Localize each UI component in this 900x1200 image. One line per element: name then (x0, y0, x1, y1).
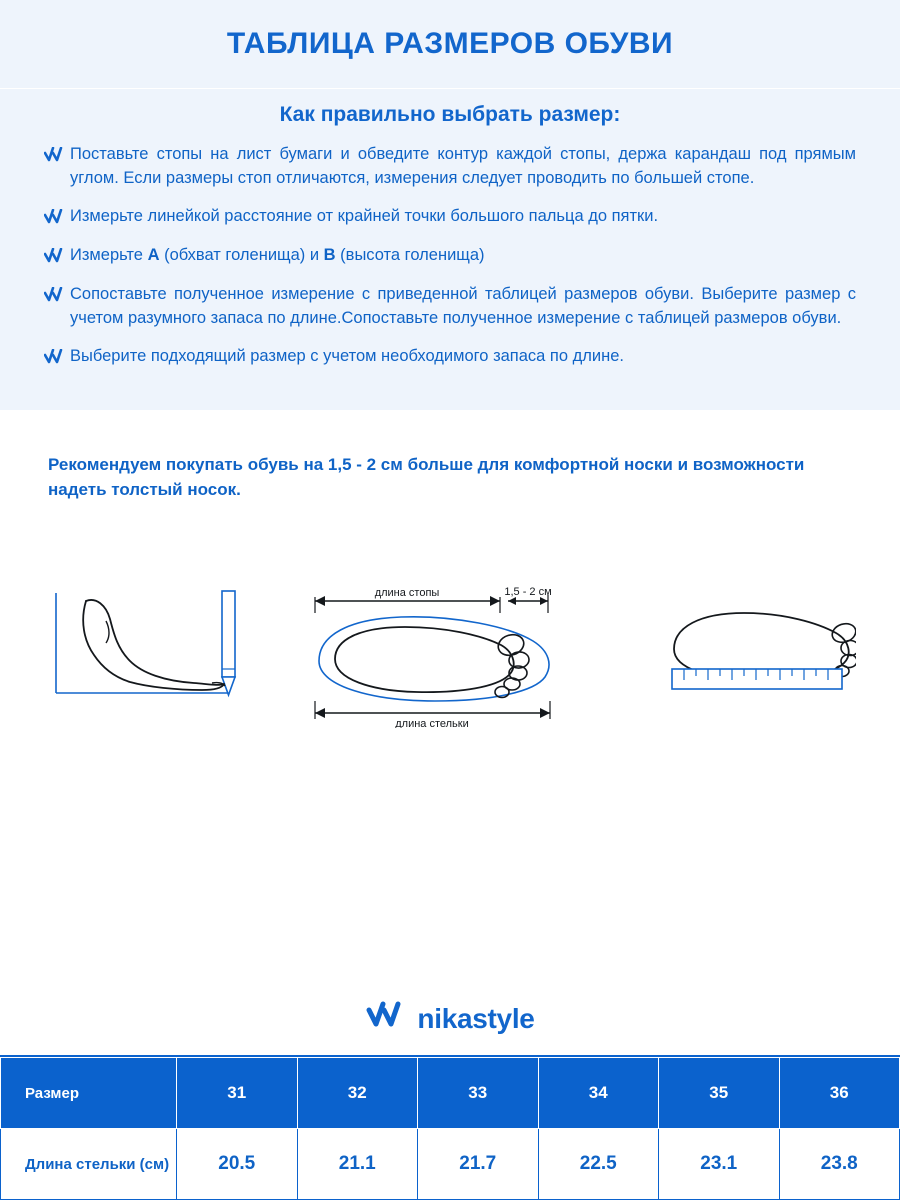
instruction-item (44, 244, 856, 269)
recommendation-text: Рекомендуем покупать обувь на 1,5 - 2 см больше для комфортной носки и возможности надеть толстый носок. (48, 454, 805, 500)
double-check-icon (44, 209, 70, 230)
double-check-icon (44, 287, 70, 308)
instructions-panel (0, 89, 900, 410)
recommendation-block (0, 410, 900, 503)
double-check-icon (44, 349, 70, 370)
instruction-text: Выберите подходящий размер с учетом необходимого запаса по длине. (70, 346, 624, 365)
table-cell-insole: 23.8 (779, 1129, 900, 1200)
size-table (0, 1057, 900, 1200)
instruction-item (44, 283, 856, 331)
table-cell-insole: 20.5 (177, 1129, 298, 1200)
table-row-insole (1, 1129, 900, 1200)
table-cell-size: 34 (538, 1058, 659, 1129)
instructions-subtitle: Как правильно выбрать размер: (279, 103, 621, 126)
foot-side-diagram (44, 583, 244, 718)
page-title: ТАБЛИЦА РАЗМЕРОВ ОБУВИ (226, 27, 674, 60)
double-check-icon (44, 147, 70, 168)
table-cell-size: 36 (779, 1058, 900, 1129)
instruction-item (44, 143, 856, 191)
instruction-text: Поставьте стопы на лист бумаги и обведите контур каждой стопы, держа карандаш под прямым углом. Если размеры стоп отличаются, измерения следует проводить по большей стопе. (70, 145, 856, 187)
svg-text:1,5 - 2 см: 1,5 - 2 см (504, 585, 552, 598)
table-cell-size: 31 (177, 1058, 298, 1129)
double-check-icon (44, 248, 70, 269)
instruction-text: Сопоставьте полученное измерение с приведенной таблицей размеров обуви. Выберите размер с учетом разумного запаса по длине.Сопоставьте полученное измерение с таблицей размеров обуви. (70, 284, 856, 327)
table-header-label-insole: Длина стельки (см) (1, 1129, 177, 1200)
table-cell-size: 33 (418, 1058, 539, 1129)
table-cell-insole: 21.7 (418, 1129, 539, 1200)
foot-top-diagram (305, 583, 605, 733)
table-cell-size: 32 (297, 1058, 418, 1129)
nikastyle-logo-icon (365, 1000, 405, 1037)
table-header-label-size: Размер (1, 1058, 177, 1129)
table-cell-size: 35 (659, 1058, 780, 1129)
instruction-text: Измерьте A (обхват голенища) и B (высота голенища) (70, 245, 485, 264)
table-cell-insole: 22.5 (538, 1129, 659, 1200)
table-cell-insole: 21.1 (297, 1129, 418, 1200)
instruction-text: Измерьте линейкой расстояние от крайней точки большого пальца до пятки. (70, 206, 659, 225)
svg-text:длина стельки: длина стельки (395, 717, 469, 728)
instruction-item (44, 345, 856, 370)
instruction-item (44, 205, 856, 230)
diagram-row (0, 583, 900, 763)
foot-ruler-diagram (666, 583, 856, 718)
header (0, 0, 900, 89)
table-cell-insole: 23.1 (659, 1129, 780, 1200)
table-row-sizes (1, 1058, 900, 1129)
svg-text:длина стопы: длина стопы (374, 586, 440, 599)
brand-block (0, 1000, 900, 1037)
brand-name: nikastyle (417, 1002, 535, 1034)
size-table-wrap (0, 1055, 900, 1200)
diagrams-section (0, 503, 900, 1055)
